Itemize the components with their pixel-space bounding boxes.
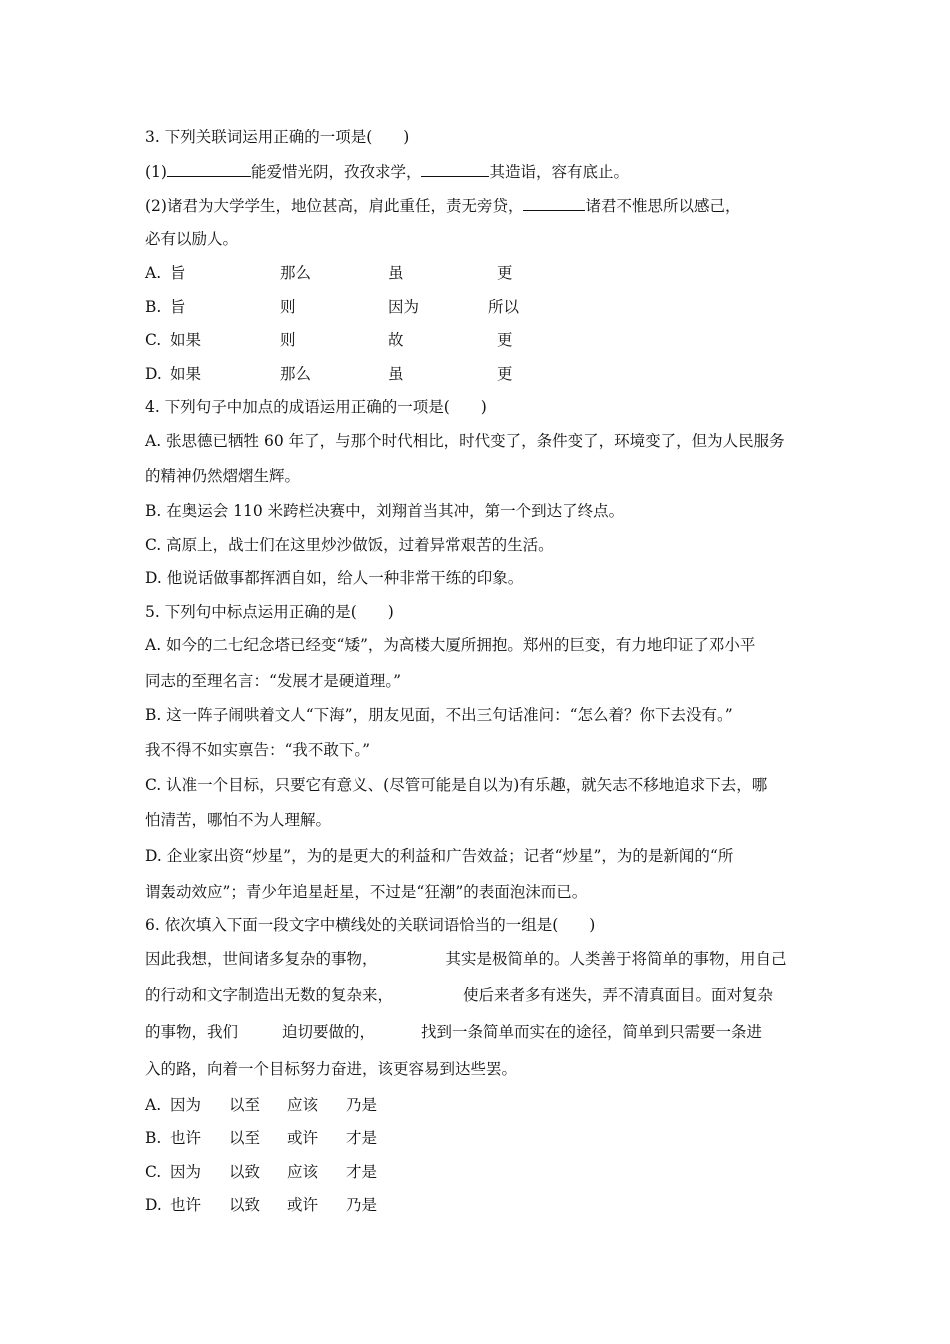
option-word: 才是: [346, 1129, 378, 1147]
option-word: 虽: [388, 365, 404, 383]
option-label: A.: [145, 1096, 162, 1114]
q3-sentence-2: [145, 194, 740, 216]
q3-stem: 3. 下列关联词运用正确的一项是( ): [145, 128, 410, 146]
fill-blank: [167, 160, 251, 177]
option-word: 乃是: [346, 1096, 378, 1114]
option-word: 才是: [346, 1163, 378, 1181]
option-word: 因为: [170, 1096, 202, 1114]
passage-text: 迫切要做的，: [282, 1023, 376, 1041]
fill-blank: [523, 194, 585, 211]
option-word: 以至: [229, 1096, 261, 1114]
passage-text: 的行动和文字制造出无数的复杂来，: [145, 986, 394, 1004]
option-word: 如果: [170, 365, 202, 383]
option-word: 如果: [170, 331, 202, 349]
option-word: 应该: [287, 1096, 319, 1114]
option-word: 或许: [287, 1196, 319, 1214]
q3-s2-a: (2)诸君为大学学生，地位甚高，肩此重任，责无旁贷，: [145, 197, 524, 215]
option-word: 或许: [287, 1129, 319, 1147]
q5-option-d-cont: 谓轰动效应”；青少年追星赶星，不过是“狂潮”的表面泡沫而已。: [145, 883, 588, 901]
option-word: 乃是: [346, 1196, 378, 1214]
q4-stem: 4. 下列句子中加点的成语运用正确的一项是( ): [145, 398, 487, 416]
option-word: 以致: [229, 1196, 261, 1214]
option-word: 应该: [287, 1163, 319, 1181]
q6-passage-line-1: [145, 949, 787, 969]
option-word: 旨: [170, 298, 186, 316]
option-label: B.: [145, 1129, 162, 1147]
option-word: 因为: [388, 298, 420, 316]
option-word: 也许: [170, 1129, 202, 1147]
q4-option-a: A. 张思德已牺牲 60 年了，与那个时代相比，时代变了，条件变了，环境变了，但为人民服务: [145, 432, 785, 450]
q5-option-d: D. 企业家出资“炒星”，为的是更大的利益和广告效益；记者“炒星”，为的是新闻的“所: [145, 847, 734, 865]
q5-option-c-cont: 怕清苦，哪怕不为人理解。: [145, 811, 332, 829]
option-word: 以至: [229, 1129, 261, 1147]
option-word: 则: [280, 331, 296, 349]
option-label: B.: [145, 298, 162, 316]
q3-sentence-1: [145, 160, 629, 182]
option-label: D.: [145, 1196, 162, 1214]
q5-option-a-cont: 同志的至理名言：“发展才是硬道理。”: [145, 672, 402, 690]
option-word: 更: [497, 331, 513, 349]
q4-option-c: C. 高原上，战士们在这里炒沙做饭，过着异常艰苦的生活。: [145, 536, 554, 554]
q6-passage-line-4: 入的路，向着一个目标努力奋进，该更容易到达些罢。: [145, 1060, 518, 1078]
option-word: 因为: [170, 1163, 202, 1181]
q6-passage-line-2: [145, 985, 773, 1005]
option-word: 那么: [280, 264, 312, 282]
option-label: D.: [145, 365, 162, 383]
q3-s2-b: 诸君不惟思所以感己，: [585, 197, 741, 215]
option-label: C.: [145, 331, 162, 349]
option-word: 则: [280, 298, 296, 316]
option-word: 也许: [170, 1196, 202, 1214]
q6-stem: 6. 依次填入下面一段文字中横线处的关联词语恰当的一组是( ): [145, 916, 596, 934]
q6-passage-line-3: [145, 1022, 762, 1042]
option-word: 更: [497, 264, 513, 282]
passage-text: 的事物，我们: [145, 1023, 239, 1041]
q3-s1-prefix: (1): [145, 163, 167, 181]
passage-text: 找到一条简单而实在的途径，简单到只需要一条进: [421, 1023, 763, 1041]
option-label: C.: [145, 1163, 162, 1181]
option-word: 旨: [170, 264, 186, 282]
option-word: 那么: [280, 365, 312, 383]
option-word: 虽: [388, 264, 404, 282]
q5-option-b-cont: 我不得不如实禀告：“我不敢下。”: [145, 741, 371, 759]
option-word: 以致: [229, 1163, 261, 1181]
passage-text: 使后来者多有迷失，弄不清真面目。面对复杂: [463, 986, 774, 1004]
passage-text: 其实是极简单的。人类善于将简单的事物，用自己: [445, 950, 787, 968]
fill-blank: [421, 160, 489, 177]
option-word: 故: [388, 331, 404, 349]
q5-stem: 5. 下列句中标点运用正确的是( ): [145, 603, 394, 621]
q4-option-b: B. 在奥运会 110 米跨栏决赛中，刘翔首当其冲，第一个到达了终点。: [145, 502, 625, 520]
q5-option-b: B. 这一阵子闹哄着文人“下海”，朋友见面，不出三句话准问：“怎么着？你下去没有。”: [145, 706, 733, 724]
q3-s1-mid: 能爱惜光阴，孜孜求学，: [250, 163, 422, 181]
q3-sentence-2-cont: 必有以励人。: [145, 230, 239, 248]
q4-option-a-cont: 的精神仍然熠熠生辉。: [145, 467, 301, 485]
q4-option-d: D. 他说话做事都挥洒自如，给人一种非常干练的印象。: [145, 569, 524, 587]
option-word: 更: [497, 365, 513, 383]
q5-option-c: C. 认准一个目标，只要它有意义、(尽管可能是自以为)有乐趣，就矢志不移地追求下去，哪: [145, 776, 768, 794]
option-label: A.: [145, 264, 162, 282]
q5-option-a: A. 如今的二七纪念塔已经变“矮”，为高楼大厦所拥抱。郑州的巨变，有力地印证了邓小平: [145, 636, 756, 654]
passage-text: 因此我想，世间诸多复杂的事物，: [145, 950, 378, 968]
q3-s1-end: 其造诣，容有底止。: [489, 163, 629, 181]
option-word: 所以: [488, 298, 520, 316]
